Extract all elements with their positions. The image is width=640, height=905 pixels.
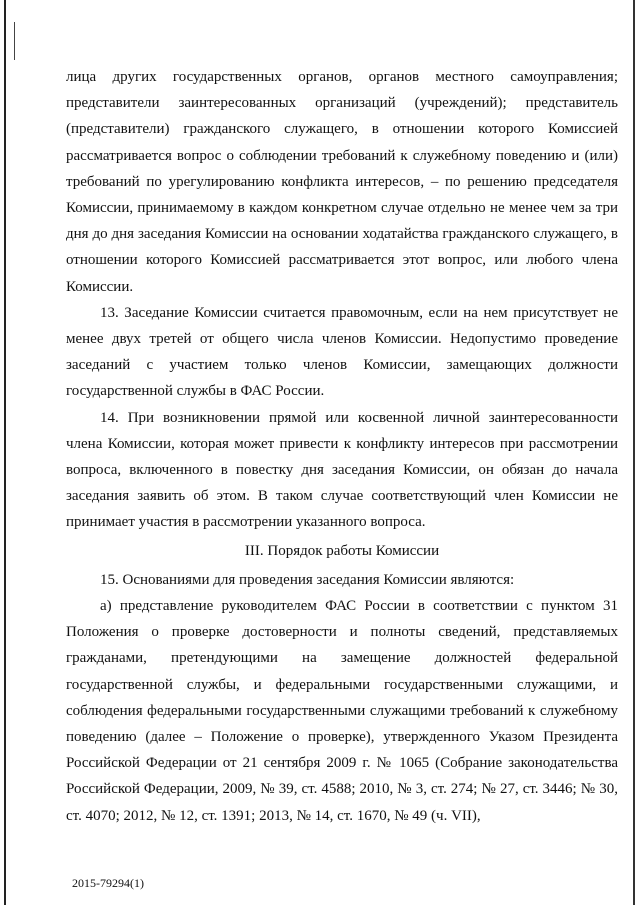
paragraph-14: 14. При возникновении прямой или косвенной личной заинтересованности члена Комиссии, которая может привести к конфликту интересов при рассмотрении вопроса, включенного в повестку дня заседания Комиссии, он обязан до начала заседания заявить об этом. В таком случае соответствующий член Комиссии не принимает участия в рассмотрении указанного вопроса.	[66, 409, 618, 531]
paragraph-participants: лица других государственных органов, органов местного самоуправления; представители заинтересованных организаций (учреждений); представитель (представители) гражданского служащего, в отношении которого Комиссией рассматривается вопрос о соблюдении требований к служебному поведению и (или) требований по урегулированию конфликта интересов, – по решению председателя Комиссии, принимаемому в каждом конкретном случае отдельно не менее чем за три дня до дня заседания Комиссии на основании ходатайства гражданского служащего, в отношении которого Комиссией рассматривается этот вопрос, или любого члена Комиссии.	[66, 69, 618, 295]
section-heading: III. Порядок работы Комиссии	[244, 542, 440, 559]
paragraph-13: 13. Заседание Комиссии считается правомочным, если на нем присутствует не менее двух третей от общего числа членов Комиссии. Недопустимо проведение заседаний с участием только членов Комиссии, замещающих должности государственной службы в ФАС России.	[66, 304, 618, 400]
scan-edge-right	[633, 0, 635, 905]
paragraph-15a: а) представление руководителем ФАС России в соответствии с пунктом 31 Положения о проверке достоверности и полноты сведений, представляемых гражданами, претендующими на замещение должностей федеральной государственной службы, и федеральными государственными служащими, и соблюдения федеральными государственными служащими требований к служебному поведению (далее – Положение о проверке), утвержденного Указом Президента Российской Федерации от 21 сентября 2009 г. № 1065 (Собрание законодательства Российской Федерации, 2009, № 39, ст. 4588; 2010, № 3, ст. 274; № 27, ст. 3446; № 30, ст. 4070; 2012, № 12, ст. 1391; 2013, № 14, ст. 1670, № 49 (ч. VII),	[66, 598, 618, 824]
paragraph-15: 15. Основаниями для проведения заседания Комиссии являются:	[100, 571, 515, 588]
document-page	[66, 64, 618, 829]
scan-mark	[14, 22, 15, 60]
scan-edge-left	[4, 0, 6, 905]
document-number: 2015-79294(1)	[72, 876, 144, 890]
